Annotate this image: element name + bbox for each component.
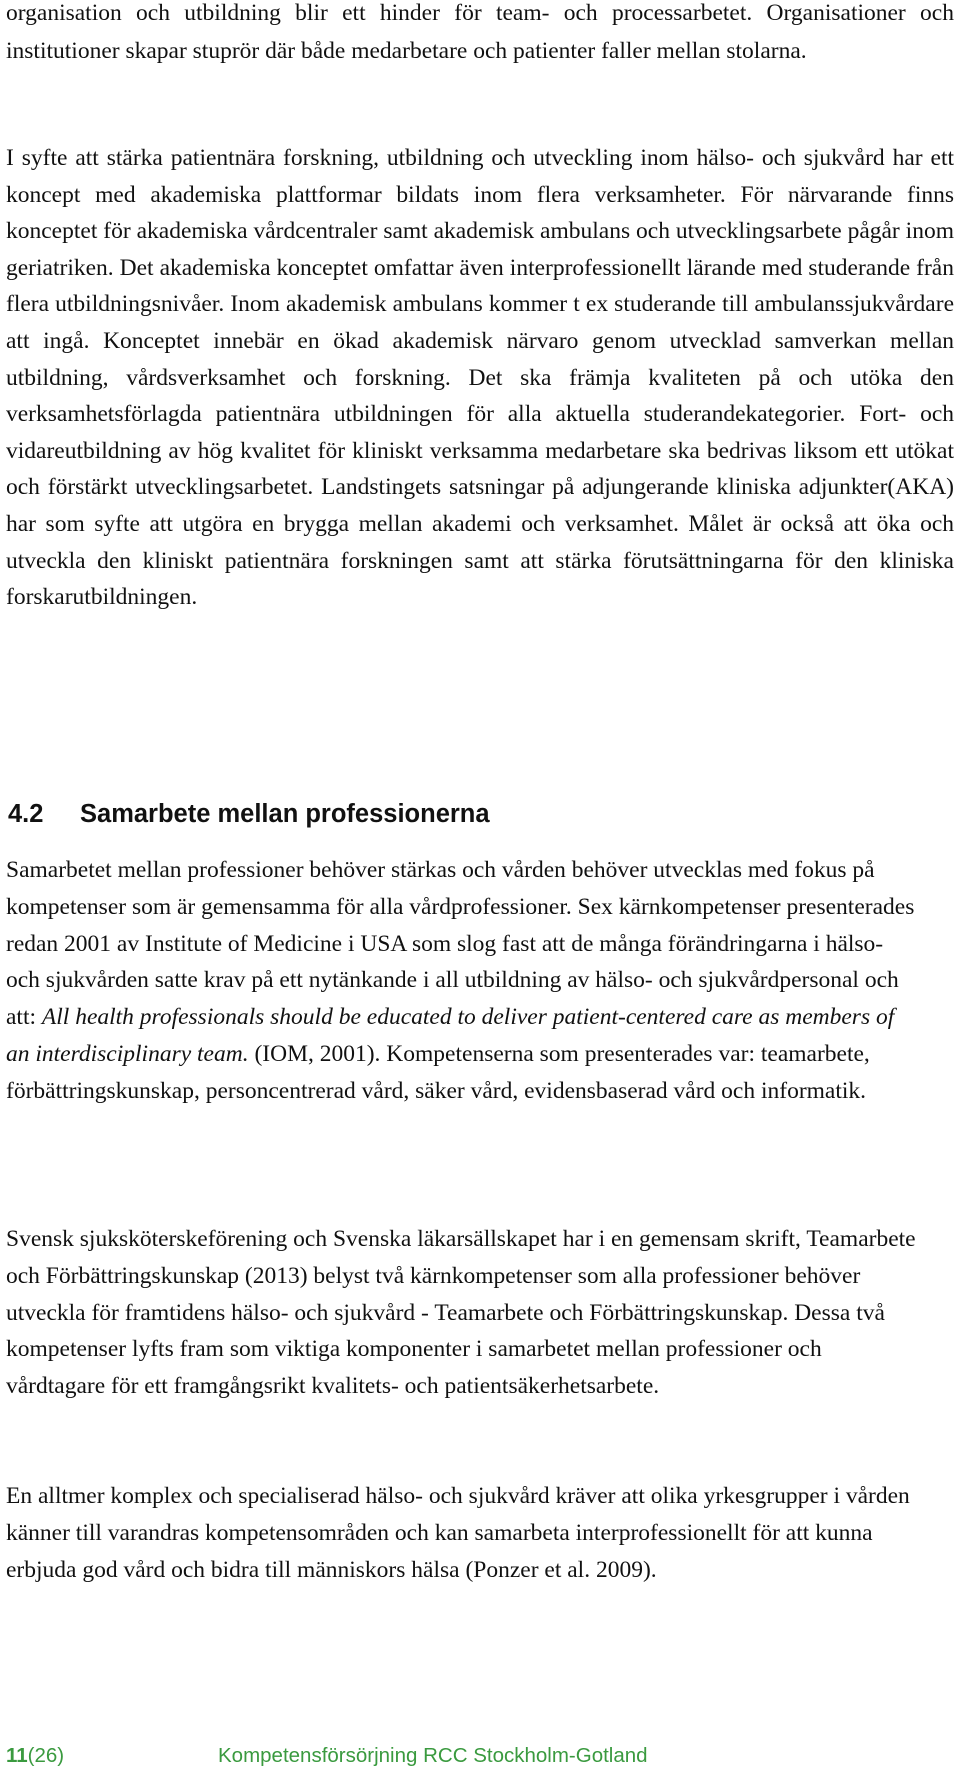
page-number [6, 1744, 64, 1768]
section-title: Samarbete mellan professionerna [80, 800, 490, 828]
section-number: 4.2 [8, 800, 44, 828]
section-heading [8, 800, 490, 829]
page-current: 11 [6, 1744, 28, 1767]
paragraph-collaboration-start: Samarbetet mellan professioner behöver stärkas och vården behöver utvecklas med fokus på kompetenser som är gemensamma för alla vårdprofessioner. Sex kärnkompetenser presenterades redan 2001 av Institute of Medicine i USA som slog fast att de många förändringarna i hälso- och sjukvården satte krav på ett nytänkande i all utbildning av hälso- och sjukvårdpersonal och att: [6, 857, 915, 1031]
page-total: (26) [27, 1744, 65, 1767]
page-footer [6, 1744, 954, 1774]
paragraph-academic-platforms-end: forskarutbildningen. [6, 584, 198, 611]
paragraph-intro: organisation och utbildning blir ett hinder för team- och processarbetet. Organisationer och institutioner skapar stuprör där både medarbetare och patienter faller mellan stolarna. [6, 0, 954, 64]
iom-quote: All health professionals should be educated to deliver patient-centered care as members of an interdisciplinary team. [6, 1004, 895, 1067]
paragraph-interprofessional: En alltmer komplex och specialiserad hälso- och sjukvård kräver att olika yrkesgrupper i vården känner till varandras kompetensområden och kan samarbeta interprofessionellt för att kunna erbjuda god vård och bidra till människors hälsa (Ponzer et al. 2009). [6, 1483, 910, 1583]
paragraph-collaboration [6, 852, 916, 1110]
paragraph-academic-platforms [6, 140, 954, 616]
paragraph-academic-platforms-body: I syfte att stärka patientnära forskning, utbildning och utveckling inom hälso- och sjukvård har ett koncept med akademiska plattformar bildats inom flera verksamheter. För närvarande finns konceptet för akademiska vårdcentraler samt akademisk ambulans och utvecklingsarbete pågår inom geriatriken. Det akademiska konceptet omfattar även interprofessionellt lärande med studerande från flera utbildningsnivåer. Inom akademisk ambulans kommer t ex studerande till ambulanssjukvårdare att ingå. Konceptet innebär en ökad akademisk närvaro genom utvecklad samverkan mellan utbildning, vårdsverksamhet och forskning. Det ska främja kvaliteten på och utöka den verksamhetsförlagda patientnära utbildningen för alla aktuella studerandekategorier. Fort- och vidareutbildning av hög kvalitet för kliniskt verksamma medarbetare ska bedrivas liksom ett utökat och förstärkt utvecklingsarbetet. Landstingets satsningar på adjungerande kliniska adjunkter(AKA) har som syfte att utgöra en brygga mellan akademi och verksamhet. Målet är också att öka och utveckla den kliniskt patientnära forskningen samt att stärka förutsättningarna för den kliniska [6, 145, 954, 574]
paragraph-core-competencies: Svensk sjuksköterskeförening och Svenska läkarsällskapet har i en gemensam skrift, Teamarbete och Förbättringskunskap (2013) belyst två kärnkompetenser som alla professioner behöver utveckla för framtidens hälso- och sjukvård - Teamarbete och Förbättringskunskap. Dessa två kompetenser lyfts fram som viktiga komponenter i samarbetet mellan professioner och vårdtagare för ett framgångsrikt kvalitets- och patientsäkerhetsarbete. [6, 1226, 916, 1400]
paragraph-collaboration-end: (IOM, 2001). Kompetenserna som presenterades var: teamarbete, förbättringskunskap, personcentrerad vård, säker vård, evidensbaserad vård och informatik. [6, 1040, 870, 1104]
document-title: Kompetensförsörjning RCC Stockholm-Gotland [218, 1744, 648, 1767]
